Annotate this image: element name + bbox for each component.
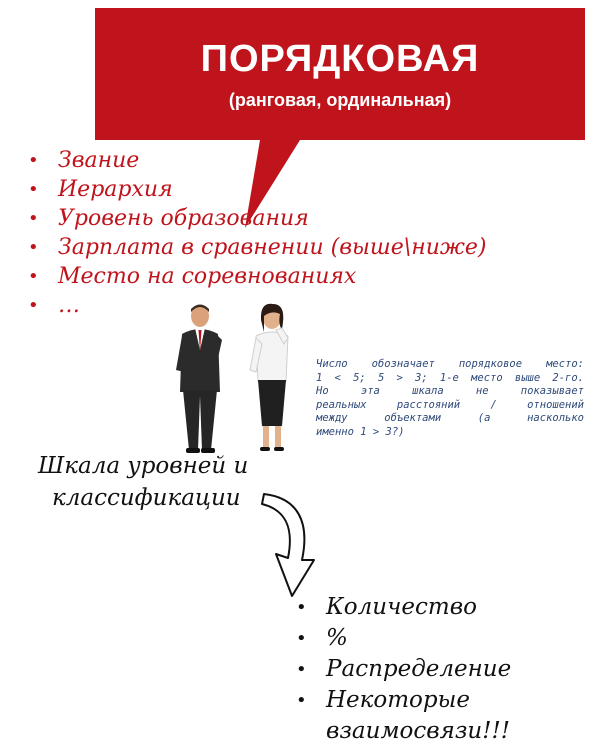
business-people-icon [170,300,310,460]
list-item-label: Звание [58,148,140,173]
scale-label-line: классификации [52,485,241,511]
list-item-label: % [326,625,348,651]
list-item [28,233,486,262]
list-item-label: Количество [326,594,477,620]
examples-list [28,146,486,320]
note-line: именно 1 > 3?) [316,425,405,438]
down-arrow-icon [258,488,330,600]
note-line: 1 < 5; 5 > 3; 1-е место выше 2-го. [316,371,584,384]
note-line: реальных расстояний / отношений [316,398,584,411]
bullet: • [28,150,39,171]
list-item [288,623,511,654]
bullet: • [28,179,39,200]
note-line: Но эта шкала не показывает [316,385,584,397]
bullet: • [296,659,307,680]
bullet: • [28,237,39,258]
bullet: • [28,295,39,316]
bullet: • [28,208,39,229]
bullet: • [296,628,307,649]
list-item [28,262,486,291]
businesswoman-figure [250,304,288,451]
list-item [28,146,486,175]
curved-arrow-icon [258,488,330,600]
list-item-label: взаимосвязи!!! [326,718,510,744]
operations-list [288,592,511,747]
list-item [28,204,486,233]
list-item [288,592,511,623]
list-item-label: Распределение [326,656,512,682]
list-item-label: Иерархия [58,177,173,202]
note-line: между объектами (а насколько [316,412,584,424]
scale-label-line: Шкала уровней и [38,453,249,479]
list-item [288,654,511,685]
page-subtitle: (ранговая, ординальная) [228,90,452,110]
bullet: • [28,266,39,287]
page-title: ПОРЯДКОВАЯ [200,38,480,80]
note-line: Число обозначает порядковое место: [316,358,584,370]
businessman-figure [176,305,222,454]
list-item [28,175,486,204]
list-item [288,685,511,716]
bullet: • [296,690,307,711]
business-people-illustration [170,300,310,460]
scale-explanation-note [316,358,584,439]
list-item-label: Место на соревнованиях [58,264,357,289]
list-item-label: Уровень образования [58,206,309,231]
list-item-label: Некоторые [326,687,470,713]
list-item-label: Зарплата в сравнении (выше\ниже) [58,235,487,260]
list-item-label: … [58,293,80,318]
bullet: • [296,597,307,618]
list-item-continuation [288,716,511,747]
scale-label [38,450,248,514]
